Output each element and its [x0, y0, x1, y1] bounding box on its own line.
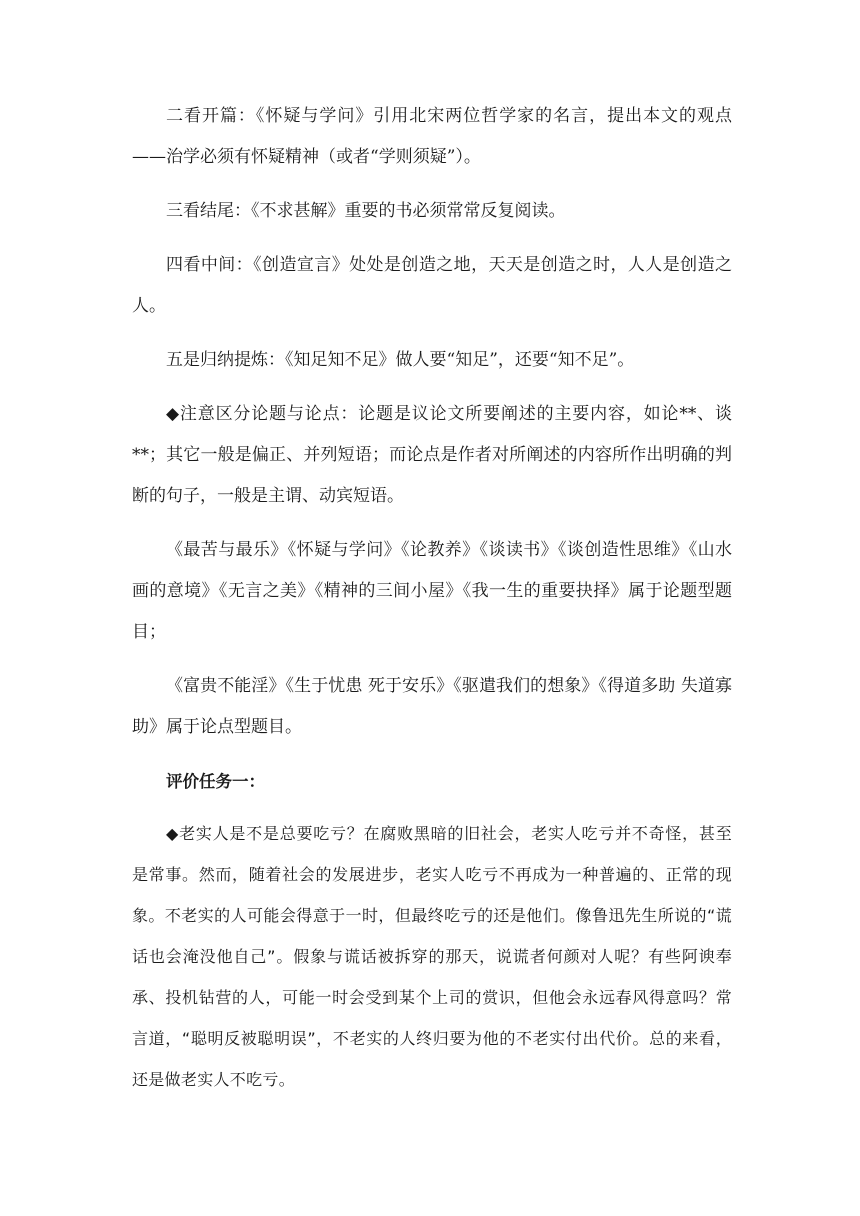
- essay-paragraph: ◆老实人是不是总要吃亏？在腐败黑暗的旧社会，老实人吃亏并不奇怪，甚至是常事。然而，随着社会的发展进步，老实人吃亏不再成为一种普遍的、正常的现象。不老实的人可能会得意于一时，但最终吃亏的还是他们。像鲁迅先生所说的“谎话也会淹没他自己”。假象与谎话被拆穿的那天，说谎者何颜对人呢？有些阿谀奉承、投机钻营的人，可能一时会受到某个上司的赏识，但他会永远春风得意吗？常言道，“聪明反被聪明误”，不老实的人终归要为他的不老实付出代价。总的来看，还是做老实人不吃亏。: [132, 824, 732, 1089]
- task-heading: 评价任务一：: [166, 772, 265, 791]
- paragraph-topic-vs-thesis: ◆注意区分论题与论点：论题是议论文所要阐述的主要内容，如论**、谈**；其它一般是偏正、并列短语；而论点是作者对所阐述的内容所作出明确的判断的句子，一般是主谓、动宾短语。: [132, 404, 732, 506]
- document-page: [132, 96, 732, 1100]
- paragraph-ending: 三看结尾：《不求甚解》重要的书必须常常反复阅读。: [166, 201, 566, 221]
- paragraph-topic-titles: 《最苦与最乐》《怀疑与学问》《论教养》《谈读书》《谈创造性思维》《山水画的意境》《无言之美》《精神的三间小屋》《我一生的重要抉择》属于论题型题目；: [132, 540, 732, 642]
- paragraph-thesis-titles: 《富贵不能淫》《生于忧患 死于安乐》《驱遣我们的想象》《得道多助 失道寡助》属于论点型题目。: [132, 676, 732, 737]
- paragraph-summary: 五是归纳提炼：《知足知不足》做人要“知足”，还要“知不足”。: [166, 350, 635, 370]
- paragraph-middle: 四看中间：《创造宣言》处处是创造之地，天天是创造之时，人人是创造之人。: [132, 255, 732, 316]
- paragraph-opening: 二看开篇：《怀疑与学问》引用北宋两位哲学家的名言，提出本文的观点——治学必须有怀疑精神（或者“学则须疑”）。: [132, 106, 732, 167]
